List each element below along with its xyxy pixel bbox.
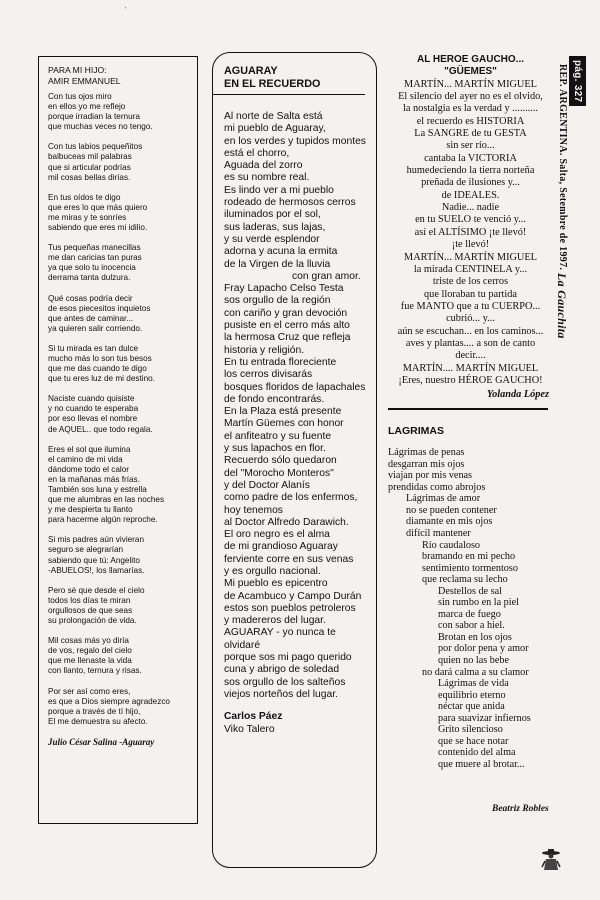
poem-line: historia y religión. (224, 344, 305, 356)
poem-line: AGUARAY - yo nunca te (224, 627, 336, 639)
poem-line: Al norte de Salta está (224, 111, 323, 122)
poem-line: Mil cosas más yo diría (48, 636, 129, 646)
poem-line: sus laderas, sus lajas, (224, 221, 326, 233)
poem-line: contenido del alma (438, 747, 516, 759)
poem-line: de vos, regalo del cielo (48, 646, 132, 656)
poem-line: que lloraban tu partida (424, 288, 517, 300)
poem-line: sin ser río... (446, 140, 495, 152)
poem-line: del "Morocho Monteros" (224, 467, 334, 479)
poem-line: y no cuando te esperaba (48, 404, 139, 414)
page-sidebar (556, 56, 586, 376)
poem-line: en ellos yo me reflejo (48, 102, 126, 112)
poem-body (224, 111, 376, 701)
poem-line: hoy tenemos (224, 504, 283, 516)
stanza (48, 586, 197, 626)
title-line: "GÜEMES" (444, 66, 497, 78)
poem-line: que antes de caminar... (48, 313, 134, 323)
poem-line: de la Virgen de la lluvia (224, 258, 331, 270)
poem-line: así el ALTÍSIMO ¡te llevó! (414, 226, 527, 238)
poem-line: MARTÍN... MARTÍN MIGUEL (404, 251, 537, 263)
poem-line: me miras y te sonríes (48, 212, 127, 222)
poem-line: En tu entrada floreciente (224, 356, 337, 368)
poem-line: Qué cosas podría decir (48, 293, 133, 303)
poem-line: su prolongación de vida. (48, 616, 137, 626)
title-line: AMIR EMMANUEL (48, 75, 121, 86)
poem-line: sos orgullo de los salteños (224, 676, 346, 688)
poem-line: el camino de mi vida (48, 454, 123, 464)
stanza (48, 294, 197, 334)
poem-line: Pero sé que desde el cielo (48, 585, 145, 595)
poem-line: en los verdes y tupidos montes (224, 135, 366, 147)
poem-line: con sabor a hiel. (438, 620, 505, 632)
poem-line: que me llenaste la vida (48, 656, 132, 666)
poem-heroe-gaucho (388, 54, 553, 402)
poem-line: quien no las bebe (438, 655, 510, 667)
poem-line: derrama tanta dulzura. (48, 273, 131, 283)
stanza (48, 193, 197, 233)
gaucho-figure-icon (540, 848, 562, 872)
poem-line: que eres lo que más quiero (48, 202, 148, 212)
poem-line: es su nombre real. (224, 172, 310, 184)
poem-line: Tus pequeñas manecillas (48, 243, 141, 253)
poem-line: porque sos mi pago querido (224, 652, 352, 664)
poem-author-place: Viko Talero (224, 723, 275, 735)
poem-line: ¡Eres, nuestro HÉROE GAUCHO! (398, 374, 543, 386)
poem-line: ya que solo tu inocencia (48, 263, 136, 273)
poem-line: mucho más lo son tus besos (48, 353, 152, 363)
poem-line: balbuceas mil palabras (48, 152, 132, 162)
poem-line: ya quieren salir corriendo. (48, 323, 143, 333)
poem-line: ¡te llevó! (451, 239, 490, 251)
poem-line: de AQUEL.. que todo regala. (48, 424, 153, 434)
poem-line: la nostalgia es la verdad y .......... (403, 103, 538, 115)
poem-line: preñada de ilusiones y... (421, 177, 520, 189)
poem-line: los cerros divisarás (224, 369, 313, 381)
poem-line: no se pueden contener (406, 504, 497, 516)
poem-line: todos los días te miran (48, 595, 131, 605)
publication-place-date: REP. ARGENTINA. Salta, Setembre de 1997. (557, 64, 568, 271)
poem-line: Brotan en los ojos (438, 631, 512, 643)
poem-line: de fondo encontrarás. (224, 393, 325, 405)
poem-line: que muchas veces no tengo. (48, 122, 153, 132)
poem-line: con cariño y gran devoción (224, 307, 348, 319)
poem-line: Fray Lapacho Celso Testa (224, 283, 344, 295)
publication-brand: La Gauchita (555, 273, 569, 339)
poem-line: ferviente corre en sus venas (224, 553, 354, 565)
poem-line: Martín Güemes con honor (224, 418, 344, 430)
poem-line: MARTÍN... MARTÍN MIGUEL (404, 78, 537, 90)
poem-line: que me alumbras en las noches (48, 495, 165, 505)
poem-line: que me das cuando te digo (48, 364, 147, 374)
poem-line: Lágrimas de vida (438, 678, 509, 690)
poem-line: estos son pueblos petroleros (224, 602, 356, 614)
poem-line: me dan caricias tan puras (48, 253, 142, 263)
stanza (48, 394, 197, 434)
poem-body (388, 447, 553, 770)
poem-para-mi-hijo (38, 56, 198, 824)
poem-line: bosques floridos de lapachales (224, 381, 366, 393)
poem-line: está el chorro, (224, 147, 290, 159)
poem-author: Yolanda López (486, 389, 549, 401)
poem-line: triste de los cerros (432, 276, 509, 288)
stanza (48, 243, 197, 283)
poem-line: por dolor pena y amor (438, 643, 529, 655)
poem-line: Si tu mirada es tan dulce (48, 343, 139, 353)
stanza (48, 142, 197, 182)
poem-line: Grito silencioso (438, 724, 503, 736)
poem-title (388, 54, 553, 79)
poem-author: Beatriz Robles (492, 804, 549, 814)
poem-line: aún se escuchan... en los caminos... (397, 325, 544, 337)
poem-line: adorna y acuna la ermita (224, 246, 338, 258)
poem-line: olvidaré (224, 639, 261, 651)
poem-line: para hacerme algún reproche. (48, 515, 158, 525)
poem-line: el recuerdo es HISTORIA (416, 115, 525, 127)
poem-line: que muere al brotar... (438, 758, 525, 770)
poem-line: bramando en mi pecho (422, 551, 516, 563)
poem-author: Carlos Páez (224, 711, 283, 723)
poem-line: prendidas como abrojos (388, 481, 486, 493)
title-divider (213, 94, 365, 95)
poem-line: de Acambuco y Campo Durán (224, 590, 362, 602)
poem-line: la hermosa Cruz que refleja (224, 332, 351, 344)
poem-line: de esos piecesitos inquietos (48, 303, 151, 313)
poem-body (388, 79, 553, 388)
poem-line: y me despierta tu llanto (48, 505, 133, 515)
poem-line: en la mañanas más frías. (48, 474, 140, 484)
publication-info (554, 64, 569, 339)
poem-line: cubrió... y... (446, 313, 495, 325)
stanza (48, 445, 197, 526)
poem-line: Es lindo ver a mi pueblo (224, 184, 334, 196)
poem-line: Mi pueblo es epicentro (224, 578, 328, 590)
poem-line: difícil mantener (406, 528, 471, 539)
poem-line: que si articular podrías (48, 162, 131, 172)
poem-line: Con tus labios pequeñitos (48, 142, 143, 152)
poem-body (48, 92, 197, 727)
poem-line: en tu SUELO te venció y... (415, 214, 526, 226)
poem-line: la mirada CENTINELA y... (413, 263, 528, 275)
poem-line: al Doctor Alfredo Darawich. (224, 516, 349, 528)
poem-line: rodeado de hermosos cerros (224, 197, 356, 209)
poem-line: decir.... (455, 350, 486, 362)
poem-line: es que a Dios siempre agradezco (48, 696, 170, 706)
poem-line: sabiendo que eres mi idilio. (48, 223, 148, 233)
stanza (48, 535, 197, 575)
stanza (48, 92, 197, 132)
poem-aguaray (212, 52, 377, 868)
poem-line: Si mis padres aún vivieran (48, 535, 145, 545)
poem-line: desgarran mis ojos (388, 458, 465, 470)
poem-line: con gran amor. (292, 270, 361, 282)
poem-line: néctar que anida (438, 701, 505, 713)
poem-line: En la Plaza está presente (224, 406, 342, 418)
poem-line: Aguada del zorro (224, 160, 303, 172)
poem-title: LAGRIMAS (388, 424, 444, 437)
poem-line: iluminados por el sol, (224, 209, 321, 221)
poem-line: el anfiteatro y su fuente (224, 430, 332, 442)
stanza (48, 636, 197, 676)
poem-line: y madereros del lugar. (224, 615, 326, 627)
title-line: EN EL RECUERDO (224, 77, 321, 90)
stanza (48, 687, 197, 727)
top-mark: ' (125, 6, 127, 14)
poem-author: Julio César Salina -Aguaray (48, 736, 155, 747)
poem-line: mil cosas bellas dirías. (48, 172, 131, 182)
poem-line: sos orgullo de la región (224, 295, 331, 307)
poem-line: Naciste cuando quisiste (48, 394, 135, 404)
poem-line: Por ser así como eres, (48, 686, 131, 696)
poem-line: orgullosos de que seas (48, 605, 133, 615)
poem-line: porque a través de tí hijo, (48, 706, 141, 716)
poem-line: cuna y abrigo de soledad (224, 664, 340, 676)
poem-line: humedeciendo la tierra norteña (406, 165, 535, 177)
poem-line: La SANGRE de tu GESTA (414, 128, 527, 140)
poem-line: Nadie... nadie (441, 202, 500, 214)
poem-line: dándome todo el calor (48, 464, 130, 474)
poem-line: Lágrimas de penas (388, 447, 465, 459)
poem-line: El silencio del ayer no es el olvido, (398, 91, 543, 103)
poem-line: Río caudaloso (422, 539, 481, 551)
poem-line: Con tus ojos miro (48, 92, 112, 101)
poem-line: Destellos de sal (438, 585, 502, 597)
poem-line: En tus oídos te digo (48, 192, 121, 202)
poem-line: que reclama su lecho (422, 574, 508, 586)
poem-line: -ABUELOS!, los llamarías. (48, 565, 145, 575)
poem-line: Recuerdo sólo quedaron (224, 455, 337, 467)
poem-line: por eso llevas el nombre (48, 414, 138, 424)
poem-line: marca de fuego (438, 608, 501, 620)
poem-line: sentimiento tormentoso (422, 562, 518, 574)
poem-lagrimas (388, 424, 553, 814)
poem-line: viajan por mis venas (388, 470, 473, 482)
poem-line: y del Doctor Alanís (224, 479, 310, 491)
poem-line: y su verde esplendor (224, 233, 320, 245)
page-number-badge: pág. 327 (569, 56, 586, 106)
stanza (48, 344, 197, 384)
poem-line: El me demuestra su afecto. (48, 716, 148, 726)
poem-line: que se hace notar (438, 735, 509, 747)
poem-line: que tu eres luz de mi destino. (48, 374, 155, 384)
title-line: PARA MI HIJO: (48, 65, 107, 75)
title-line: AGUARAY (224, 65, 278, 77)
poem-line: aves y plantas.... a son de canto (405, 337, 536, 349)
poem-line: seguro se alegrarían (48, 545, 124, 555)
title-line: AL HEROE GAUCHO... (416, 54, 525, 65)
poem-title (224, 65, 376, 90)
poem-title (48, 65, 197, 86)
poem-line: También sos luna y estrella (48, 485, 147, 494)
poem-line: porque irradian la ternura (48, 112, 140, 122)
poem-line: sabiendo que tú: Angelito (48, 555, 140, 565)
poem-line: pusiste en el cerro más alto (224, 320, 350, 332)
poem-line: sin rumbo en la piel (438, 597, 519, 609)
poem-line: de IDEALES. (441, 189, 500, 201)
poem-line: El oro negro es el alma (224, 529, 330, 541)
poem-line: no dará calma a su clamor (422, 666, 529, 678)
poem-line: equilibrio eterno (438, 689, 506, 701)
poem-line: viejos norteños del lugar. (224, 688, 338, 700)
poem-line: de mi grandioso Aguaray (224, 541, 338, 553)
poem-line: Lágrimas de amor (406, 493, 481, 505)
poem-line: para suavizar infiernos (438, 712, 531, 724)
poem-line: como padre de los enfermos, (224, 492, 358, 504)
poem-line: MARTÍN.... MARTÍN MIGUEL (402, 362, 539, 374)
poem-line: diamante en mis ojos (406, 516, 493, 528)
poem-line: y es orgullo nacional. (224, 565, 321, 577)
poem-line: mi pueblo de Aguaray, (224, 123, 326, 135)
poem-line: con llanto, ternura y risas. (48, 666, 142, 676)
poem-line: y sus lapachos en flor. (224, 443, 326, 455)
poem-line: fue MANTO que a tu CUERPO... (400, 300, 541, 312)
poem-line: Eres el sol que ilumina (48, 444, 131, 454)
section-divider (388, 408, 548, 410)
poem-line: cantaba la VICTORIA (424, 152, 517, 164)
right-column (388, 54, 553, 814)
